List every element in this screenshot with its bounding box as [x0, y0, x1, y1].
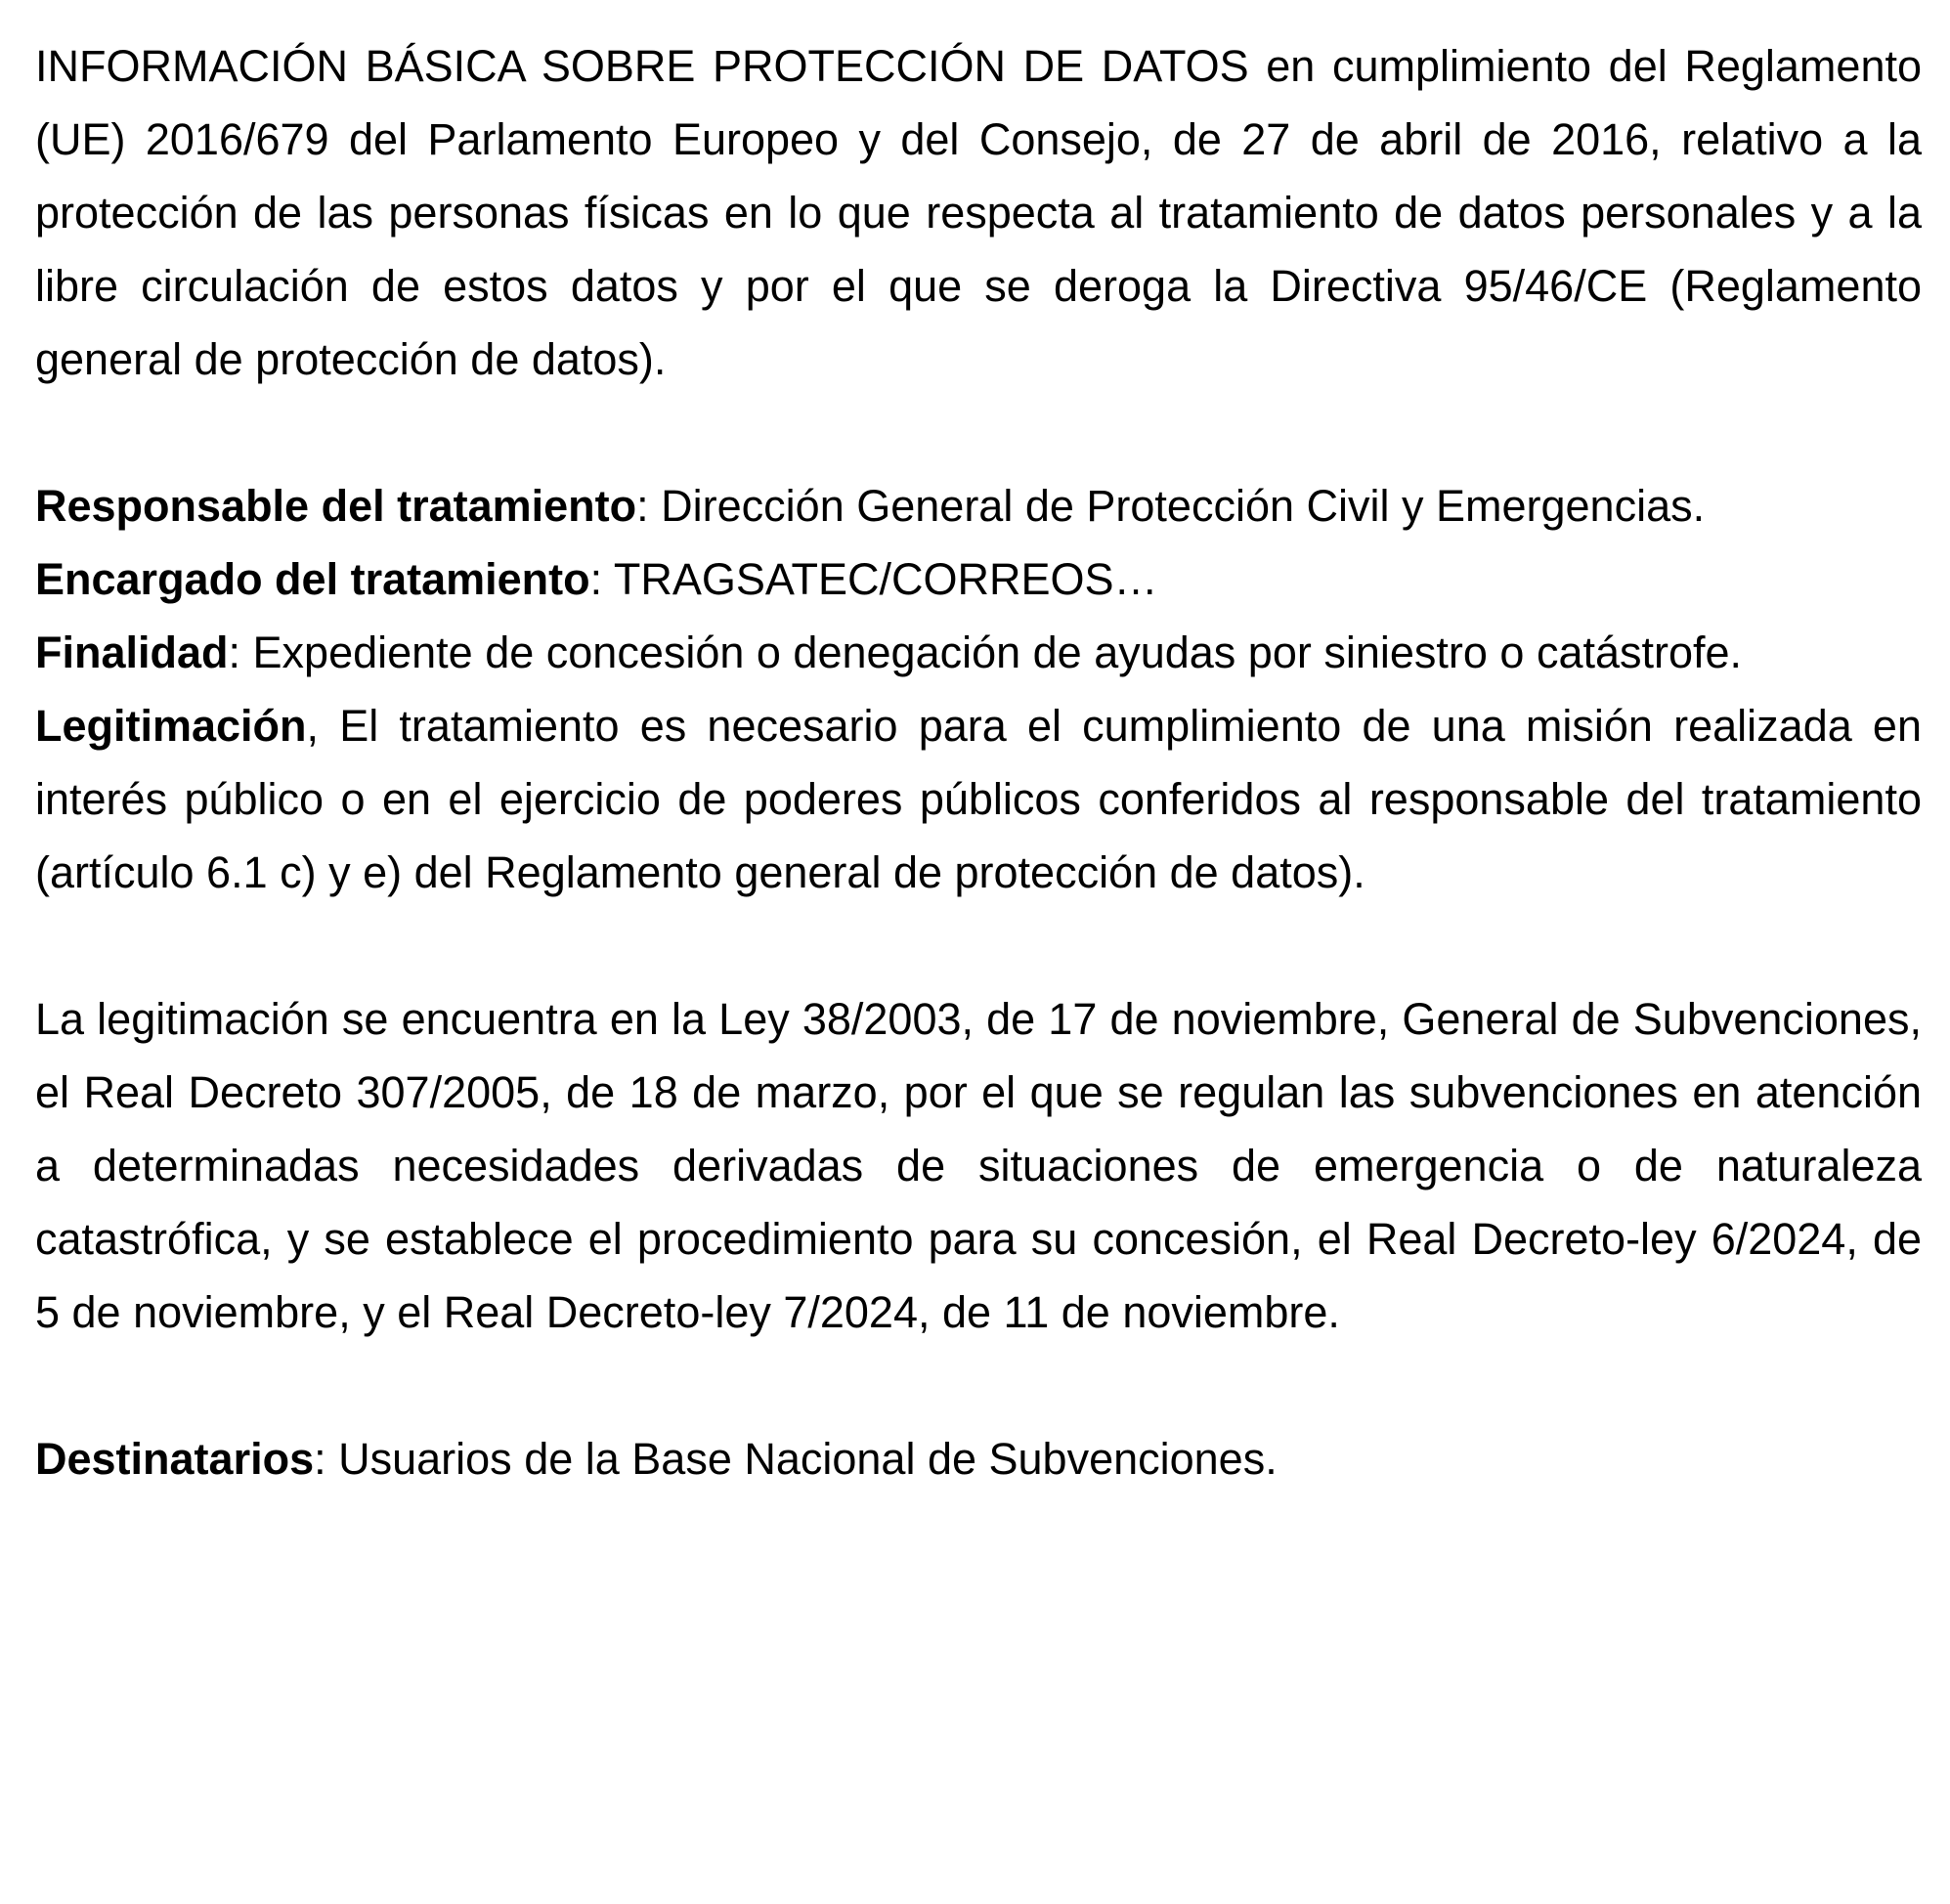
field-legitimacion	[35, 689, 1922, 909]
field-encargado-sep: :	[589, 554, 614, 604]
field-legitimacion-label: Legitimación	[35, 701, 307, 751]
spacer	[35, 909, 1922, 982]
spacer	[35, 396, 1922, 469]
field-finalidad	[35, 616, 1922, 689]
field-finalidad-value: Expediente de concesión o denegación de ayudas por siniestro o catástrofe.	[252, 627, 1743, 677]
field-responsable	[35, 469, 1922, 542]
field-destinatarios	[35, 1422, 1922, 1495]
intro-paragraph	[35, 29, 1922, 396]
intro-text: en cumplimiento del Reglamento (UE) 2016/679 del Parlamento Europeo y del Consejo, de 27 de abril de 2016, relativo a la protección de las personas físicas en lo que respecta al tratamiento de datos personales y a la libre circulación de estos datos y por el que se deroga la Directiva 95/46/CE (Reglamento general de protección de datos).	[35, 41, 1922, 384]
field-responsable-value: Dirección General de Protección Civil y Emergencias.	[661, 481, 1706, 531]
field-legitimacion-sep: ,	[306, 701, 340, 751]
field-encargado-value: TRAGSATEC/CORREOS…	[613, 554, 1158, 604]
field-finalidad-sep: :	[228, 627, 253, 677]
intro-heading: INFORMACIÓN BÁSICA SOBRE PROTECCIÓN DE DATOS	[35, 41, 1249, 91]
field-responsable-label: Responsable del tratamiento	[35, 481, 637, 531]
field-encargado	[35, 542, 1922, 616]
field-destinatarios-label: Destinatarios	[35, 1434, 315, 1484]
legal-basis-paragraph: La legitimación se encuentra en la Ley 38/2003, de 17 de noviembre, General de Subvenciones, el Real Decreto 307/2005, de 18 de marzo, por el que se regulan las subvenciones en atención a determinadas necesidades derivadas de situaciones de emergencia o de naturaleza catastrófica, y se establece el procedimiento para su concesión, el Real Decreto-ley 6/2024, de 5 de noviembre, y el Real Decreto-ley 7/2024, de 11 de noviembre.	[35, 994, 1922, 1337]
field-encargado-label: Encargado del tratamiento	[35, 554, 590, 604]
field-responsable-sep: :	[636, 481, 662, 531]
field-finalidad-label: Finalidad	[35, 627, 229, 677]
field-legitimacion-value: El tratamiento es necesario para el cumplimiento de una misión realizada en interés público o en el ejercicio de poderes públicos conferidos al responsable del tratamiento (artículo 6.1 c) y e) del Reglamento general de protección de datos).	[35, 701, 1922, 897]
document-page	[35, 29, 1922, 1495]
field-destinatarios-sep: :	[314, 1434, 339, 1484]
field-destinatarios-value: Usuarios de la Base Nacional de Subvenciones.	[338, 1434, 1278, 1484]
spacer	[35, 1349, 1922, 1422]
